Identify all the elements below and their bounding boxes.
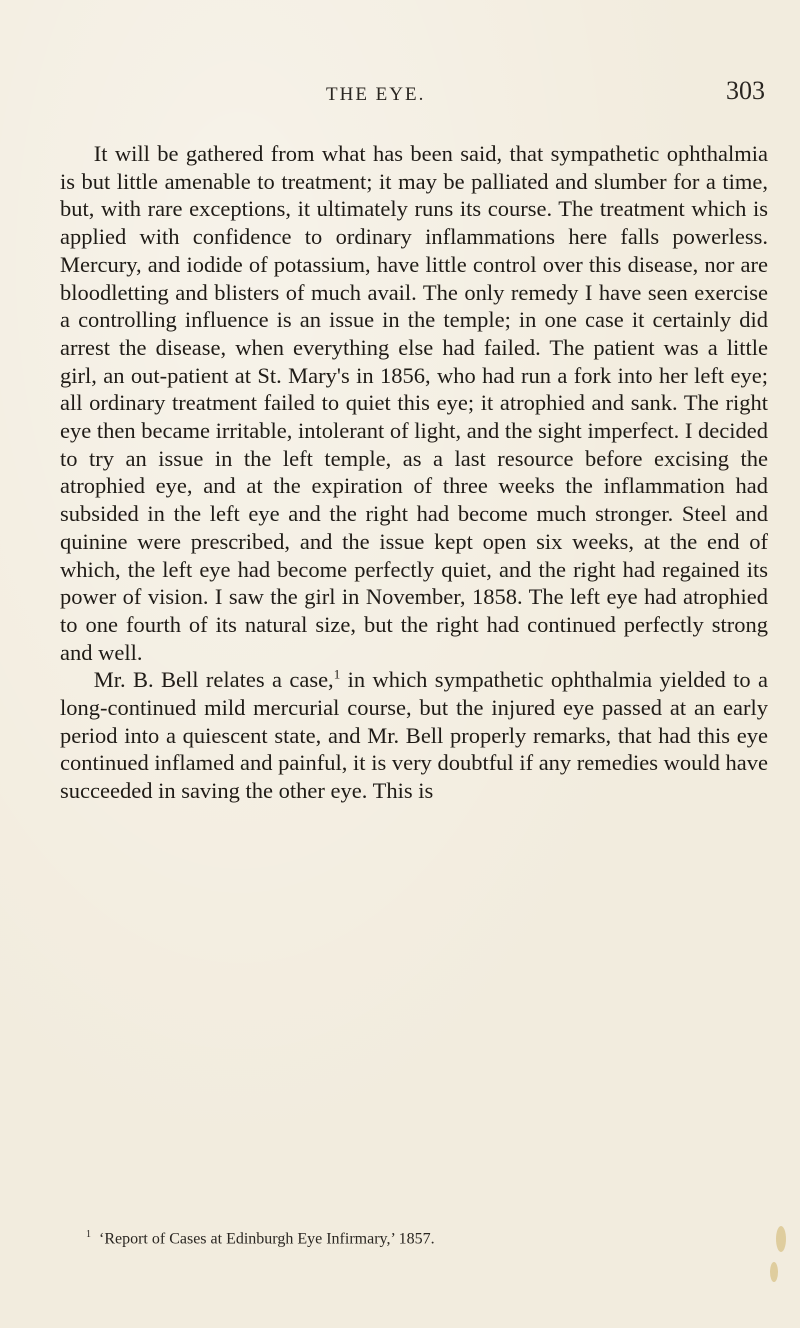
paragraph-2-start: Mr. B. Bell relates a case,	[93, 667, 334, 693]
paper-stain	[770, 1262, 778, 1282]
page-number: 303	[726, 76, 765, 105]
paragraph-2-end: in which sympathetic ophthalmia yielded to a long-continued mild mercurial course, but the injured eye passed at an early period into a quiescent state, and Mr. Bell properly remarks, that had this eye continued inflamed and painful, it is very doubtful if any remedies would have succeeded in saving the other eye. This is	[60, 667, 768, 804]
body-text	[60, 140, 768, 805]
footnote-mark: 1	[86, 1229, 91, 1240]
footnote-text: ‘Report of Cases at Edinburgh Eye Infirmary,’ 1857.	[99, 1230, 435, 1248]
paper-stain	[776, 1226, 786, 1252]
footnote	[86, 1229, 766, 1248]
paragraph-1: It will be gathered from what has been said, that sympathetic ophthalmia is but little amenable to treatment; it may be palliated and slumber for a time, but, with rare exceptions, it ultimately runs its course. The treatment which is applied with confidence to ordinary inflammations here falls powerless. Mercury, and iodide of potassium, have little control over this disease, nor are bloodletting and blisters of much avail. The only remedy I have seen exercise a controlling influence is an issue in the temple; in one case it certainly did arrest the disease, when everything else had failed. The patient was a little girl, an out-patient at St. Mary's in 1856, who had run a fork into her left eye; all ordinary treatment failed to quiet this eye; it atrophied and sank. The right eye then became irritable, intolerant of light, and the sight imperfect. I decided to try an issue in the left temple, as a last resource before excising the atrophied eye, and at the expiration of three weeks the inflammation had subsided in the left eye and the right had become much stronger. Steel and quinine were prescribed, and the issue kept open six weeks, at the end of which, the left eye had become perfectly quiet, and the right had regained its power of vision. I saw the girl in November, 1858. The left eye had atrophied to one fourth of its natural size, but the right had continued perfectly strong and well.	[60, 141, 768, 665]
running-title: THE EYE.	[326, 84, 426, 105]
paragraph-2	[60, 666, 768, 805]
running-head	[0, 76, 800, 116]
footnote-reference: 1	[333, 666, 341, 682]
